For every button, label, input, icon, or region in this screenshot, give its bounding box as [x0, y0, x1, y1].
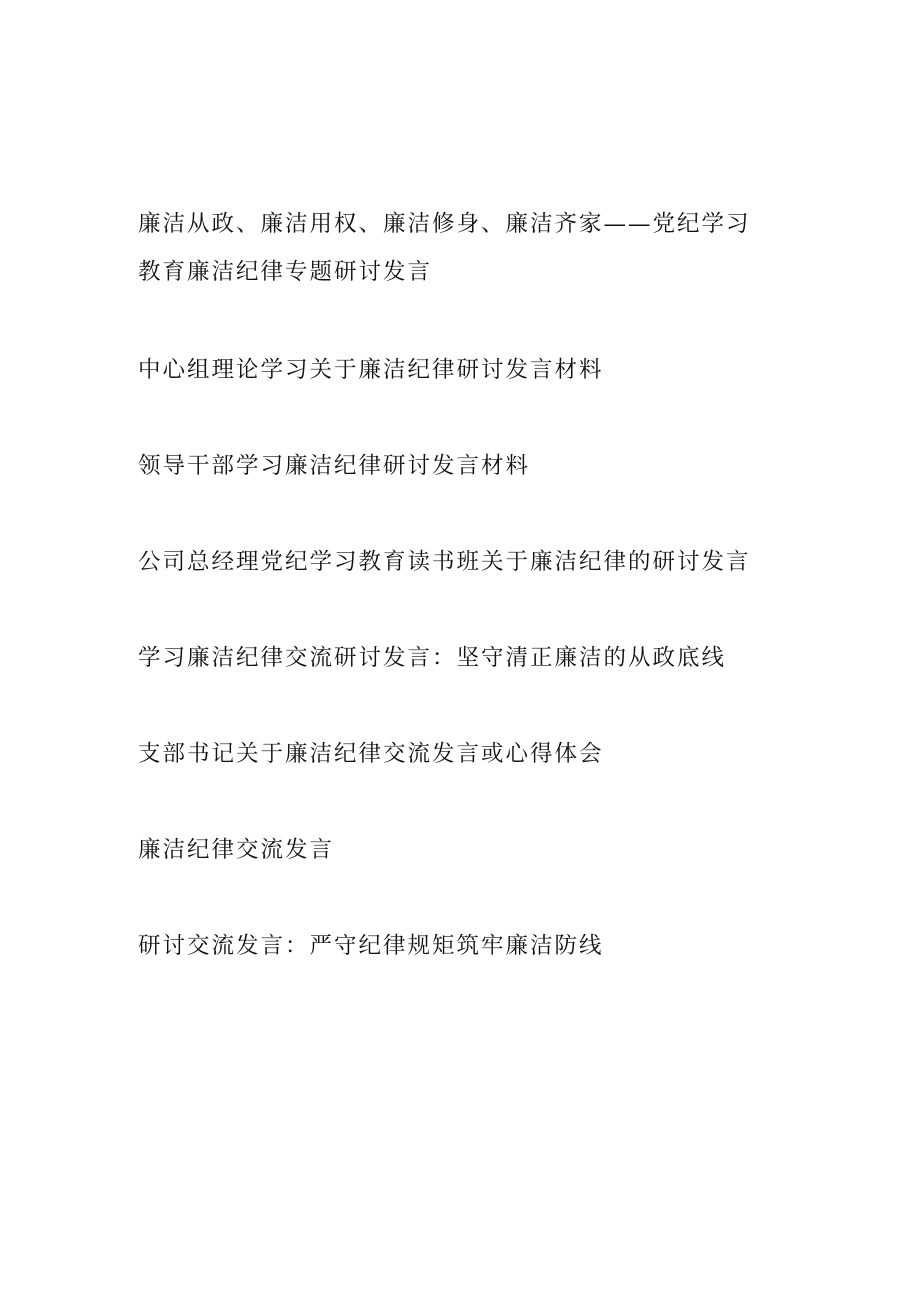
list-item: 廉洁从政、廉洁用权、廉洁修身、廉洁齐家——党纪学习教育廉洁纪律专题研讨发言 [138, 211, 751, 285]
list-item: 领导干部学习廉洁纪律研讨发言材料 [138, 453, 531, 479]
list-item: 研讨交流发言：严守纪律规矩筑牢廉洁防线 [138, 933, 604, 959]
list-item: 支部书记关于廉洁纪律交流发言或心得体会 [138, 741, 604, 767]
list-item: 学习廉洁纪律交流研讨发言：坚守清正廉洁的从政底线 [138, 645, 727, 671]
list-item: 中心组理论学习关于廉洁纪律研讨发言材料 [138, 357, 604, 383]
list-item: 公司总经理党纪学习教育读书班关于廉洁纪律的研讨发言 [138, 549, 751, 575]
list-item: 廉洁纪律交流发言 [138, 837, 335, 863]
